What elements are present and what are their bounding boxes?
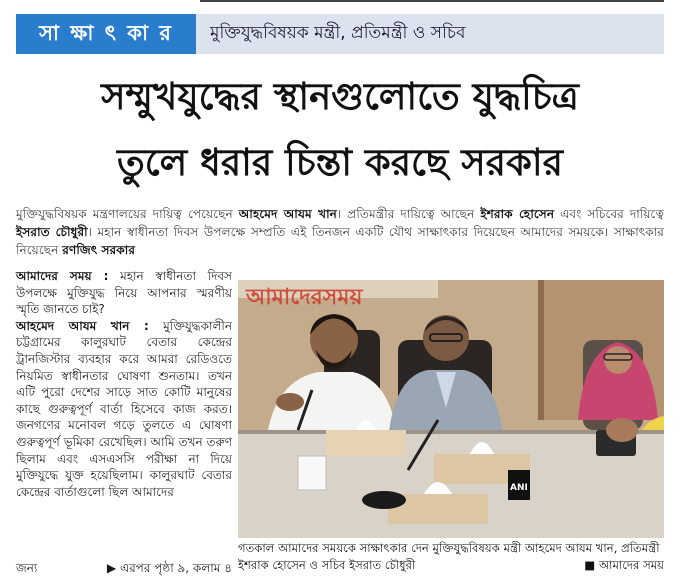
continued-text: এরপর পৃষ্ঠা ৯, কলাম ৪ [119,561,232,575]
section-subtitle: মুক্তিযুদ্ধবিষয়ক মন্ত্রী, প্রতিমন্ত্রী ও সচিব [210,23,466,43]
question-paragraph [16,268,232,318]
tissue-box-left [326,430,406,456]
intro-text-3: এবং সচিবের দায়িত্বে [554,207,664,221]
answer-label: আহমেদ আযম খান : [16,318,149,333]
headline-line-2: তুলে ধরার চিন্তা করছে সরকার [117,140,563,184]
photo-panel-edge [538,280,544,420]
last-word: জন্য [16,561,38,575]
continuation-line [16,560,232,580]
question-text: মহান স্বাধীনতা দিবস উপলক্ষে মুক্তিযুদ্ধ নিয়ে আপনার স্মরণীয় স্মৃতি জানতে চাই? [16,269,232,317]
intro-name-minister: আহমেদ আযম খান [238,207,337,221]
caption-text: গতকাল আমাদের সময়কে সাক্ষাৎকার দেন মুক্তিযুদ্ধবিষয়ক মন্ত্রী আহমেদ আযম খান, প্রতিমন্ত্রী ইশরাক হোসেন ও সচিব ইসরাত চৌধুরী [238,541,660,572]
person-left-hand [276,393,304,411]
continued-note: ▶ এরপর পৃষ্ঠা ৯, কলাম ৪ [106,561,232,575]
press-mic-label: ANI [510,483,528,493]
question-label: আমাদের সময় : [16,269,109,283]
photo-illustration [238,280,664,538]
intro-name-secretary: ইসরাত চৌধুরী [16,225,88,239]
intro-name-state-minister: ইশরাক হোসেন [480,207,555,221]
interview-photo [238,280,664,538]
headline-line-1: সম্মুখযুদ্ধের স্থানগুলোতে যুদ্ধচিত্র [101,74,579,118]
photo-watermark: আমাদেরসময় [246,284,363,310]
answer-paragraph [16,318,232,501]
intro-name-interviewer: রণজিৎ সরকার [62,243,136,257]
section-tag: সা ক্ষা ৎ কা র [16,14,196,54]
microphone-base [362,491,406,509]
phone-hand [606,418,638,442]
article-intro [16,205,664,259]
top-rule [200,0,664,2]
water-glass [298,456,326,490]
intro-text-2: । প্রতিমন্ত্রীর দায়িত্বে আছেন [336,207,481,221]
photo-credit-text: আমাদের সময় [598,557,664,572]
article-column [16,268,232,500]
intro-text-1: মুক্তিযুদ্ধবিষয়ক মন্ত্রণালয়ের দায়িত্ব পেয়েছেন [16,207,239,221]
photo-credit: ■ আমাদের সময় [584,557,664,572]
answer-text: মুক্তিযুদ্ধকালীন চট্টগ্রামের কালুরঘাট বেতার কেন্দ্রের ট্রানজিস্টার ব্যবহার করে আমরা রেডিওতে নিয়মিত স্বাধীনতার ঘোষণা শুনতাম। তখন এটি পুরো দেশের সাড়ে সাত কোটি মানুষের কাছে গুরুত্বপূর্ণ বার্তা হিসেবে কাজ করত। জনগণের মনোবল গড়ে তুলতে এ ঘোষণা গুরুত্বপূর্ণ ভূমিকা রেখেছিল। আমি তখন তরুণ ছিলাম এবং এসএসসি পরীক্ষা না দিয়ে মুক্তিযুদ্ধে যুক্ত হয়েছিলাম। কালুরঘাট বেতার কেন্দ্রের বার্তাগুলো ছিল আমাদের [16,318,232,499]
photo-caption [238,540,664,573]
intro-text-4: । মহান স্বাধীনতা দিবস উপলক্ষে সম্প্রতি এই তিনজন একটি যৌথ সাক্ষাৎকার দিয়েছেন আমাদের সময়কে। সাক্ষাৎকার নিয়েছেন [16,225,665,257]
